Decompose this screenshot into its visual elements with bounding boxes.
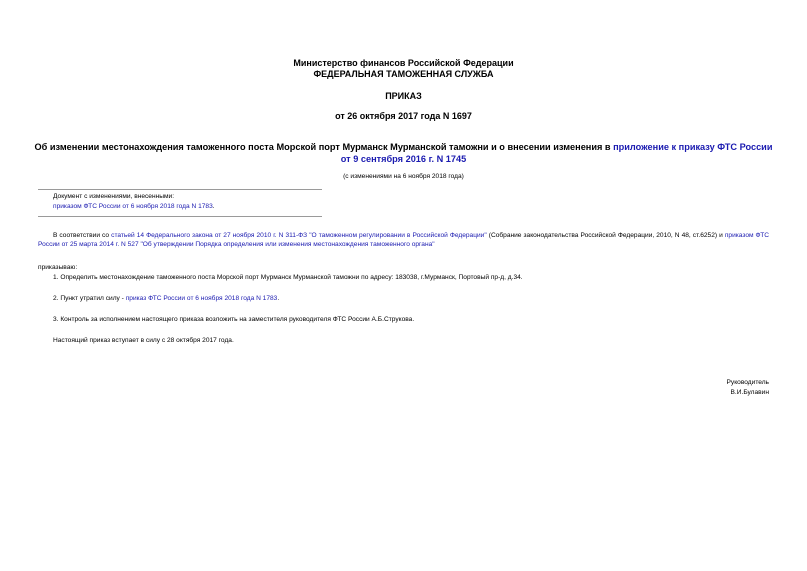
changes-box-line2: приказом ФТС России от 6 ноября 2018 года N 1783. — [53, 203, 215, 210]
order-word: приказываю: — [38, 264, 78, 271]
title-link-appendix[interactable]: приложение к приказу ФТС России от 9 сентября 2016 г. N 1745 — [340, 142, 773, 164]
order-item-3: 3. Контроль за исполнением настоящего приказа возложить на заместителя руководителя ФТС России А.Б.Струкова. — [53, 316, 415, 323]
preamble-link-law[interactable]: статьей 14 Федерального закона от 27 ноября 2010 г. N 311-ФЗ "О таможенном регулировании в Российской Федерации" — [111, 232, 487, 239]
signature-name: В.И.Булавин — [730, 389, 769, 396]
order-item-2: 2. Пункт утратил силу - приказ ФТС России от 6 ноября 2018 года N 1783. — [53, 295, 280, 302]
document-date-number: от 26 октября 2017 года N 1697 — [335, 111, 472, 121]
changes-box-link[interactable]: приказом ФТС России от 6 ноября 2018 года N 1783 — [53, 203, 213, 210]
preamble-link-order[interactable]: приказом ФТС России от 25 марта 2014 г. N 527 "Об утверждении Порядка определения или изменения местонахождения таможенного органа" — [38, 232, 769, 248]
effective-date-paragraph: Настоящий приказ вступает в силу с 28 октября 2017 года. — [53, 337, 234, 344]
title-text: Об изменении местонахождения таможенного поста Морской порт Мурманск Мурманской таможни и о внесении изменения в — [34, 142, 614, 152]
changes-bottom-divider — [38, 216, 322, 217]
revision-note: (с изменениями на 6 ноября 2018 года) — [343, 173, 464, 180]
signature-role: Руководитель — [726, 379, 769, 386]
document-title — [32, 141, 775, 165]
ministry-name: Министерство финансов Российской Федерации — [293, 58, 514, 68]
order-item-1: 1. Определить местонахождение таможенного поста Морской порт Мурманск Мурманской таможни по адресу: 183038, г.Мурманск, Портовый пр-д, д.34. — [53, 274, 523, 281]
preamble-paragraph: В соответствии со статьей 14 Федерального закона от 27 ноября 2010 г. N 311-ФЗ "О таможенном регулировании в Российской Федерации" (Собрание законодательства Российской Федерации, 2010, N 48, ст.6252) и приказом ФТС России от 25 марта 2014 г. N 527 "Об утверждении Порядка определения или изменения местонахождения таможенного органа" — [38, 232, 769, 248]
document-type: ПРИКАЗ — [385, 91, 422, 101]
service-name: ФЕДЕРАЛЬНАЯ ТАМОЖЕННАЯ СЛУЖБА — [313, 69, 494, 79]
changes-top-divider — [38, 189, 322, 190]
order-item-2-link[interactable]: приказ ФТС России от 6 ноября 2018 года N 1783 — [125, 295, 278, 302]
changes-box-line1: Документ с изменениями, внесенными: — [53, 193, 175, 200]
